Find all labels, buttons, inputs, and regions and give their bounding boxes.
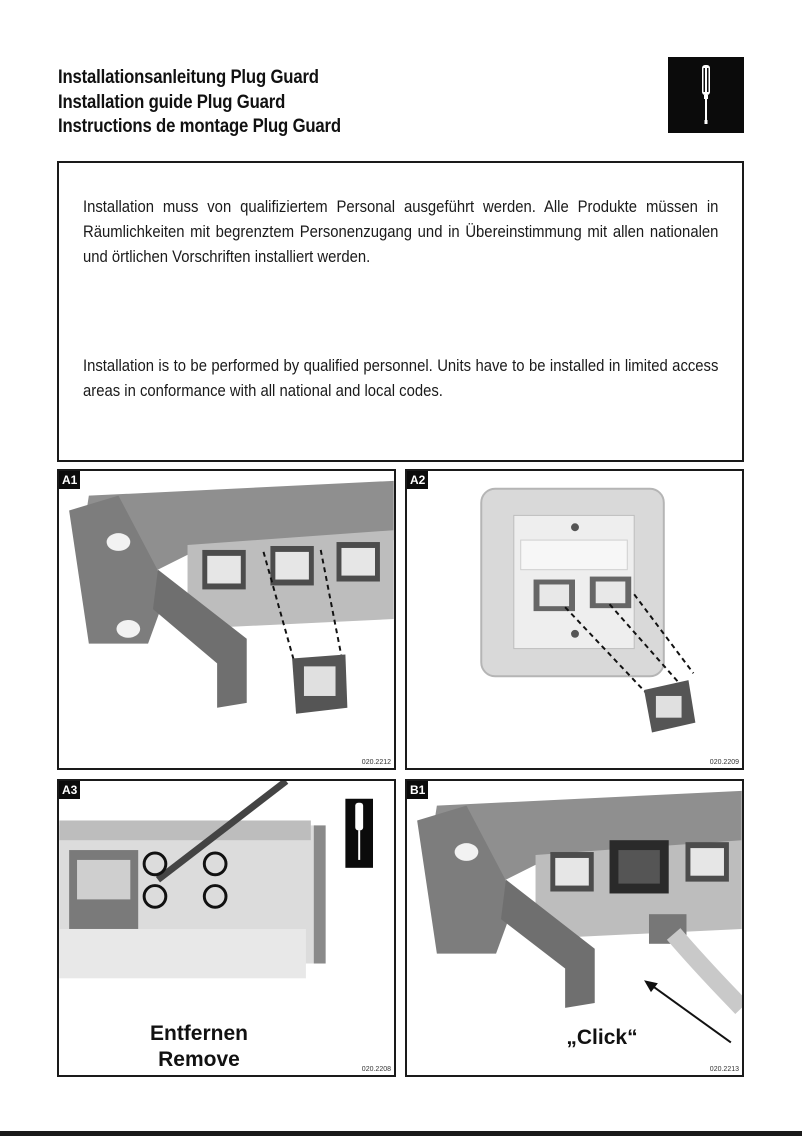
figure-label: A2 — [407, 471, 428, 489]
screwdriver-icon — [668, 57, 744, 133]
bottom-rule — [0, 1131, 802, 1136]
figure-a1 — [57, 469, 396, 770]
figure-ref: 020.2212 — [361, 759, 391, 766]
patch-panel-illustration — [59, 471, 394, 768]
figure-ref: 020.2209 — [709, 759, 739, 766]
figure-ref: 020.2213 — [709, 1066, 739, 1073]
figure-label: A1 — [59, 471, 80, 489]
title-en: Installation guide Plug Guard — [58, 91, 286, 113]
figure-b1 — [405, 779, 744, 1077]
figure-label: A3 — [59, 781, 80, 799]
caption-en: Remove — [158, 1048, 240, 1071]
figure-a2 — [405, 469, 744, 770]
caption-a3 — [139, 1021, 259, 1073]
caption-click: „Click“ — [566, 1026, 638, 1049]
wall-outlet-illustration — [407, 471, 742, 768]
notice-de: Installation muss von qualifiziertem Personal ausgeführt werden. Alle Produkte müssen in Räumlichkeiten mit begrenztem Personenzugang und in Übereinstimmung mit allen nationalen und örtlichen Vorschriften installiert werden. — [83, 198, 719, 266]
figure-a3 — [57, 779, 396, 1077]
figure-ref: 020.2208 — [361, 1066, 391, 1073]
safety-notice — [57, 161, 744, 462]
tool-badge — [668, 57, 744, 133]
title-fr: Instructions de montage Plug Guard — [58, 116, 341, 137]
notice-en: Installation is to be performed by qualified personnel. Units have to be installed in limited access areas in conformance with all national and local codes. — [83, 357, 719, 400]
figure-label: B1 — [407, 781, 428, 799]
title-de: Installationsanleitung Plug Guard — [58, 67, 319, 88]
caption-de: Entfernen — [149, 1022, 248, 1045]
page-titles — [58, 66, 380, 140]
